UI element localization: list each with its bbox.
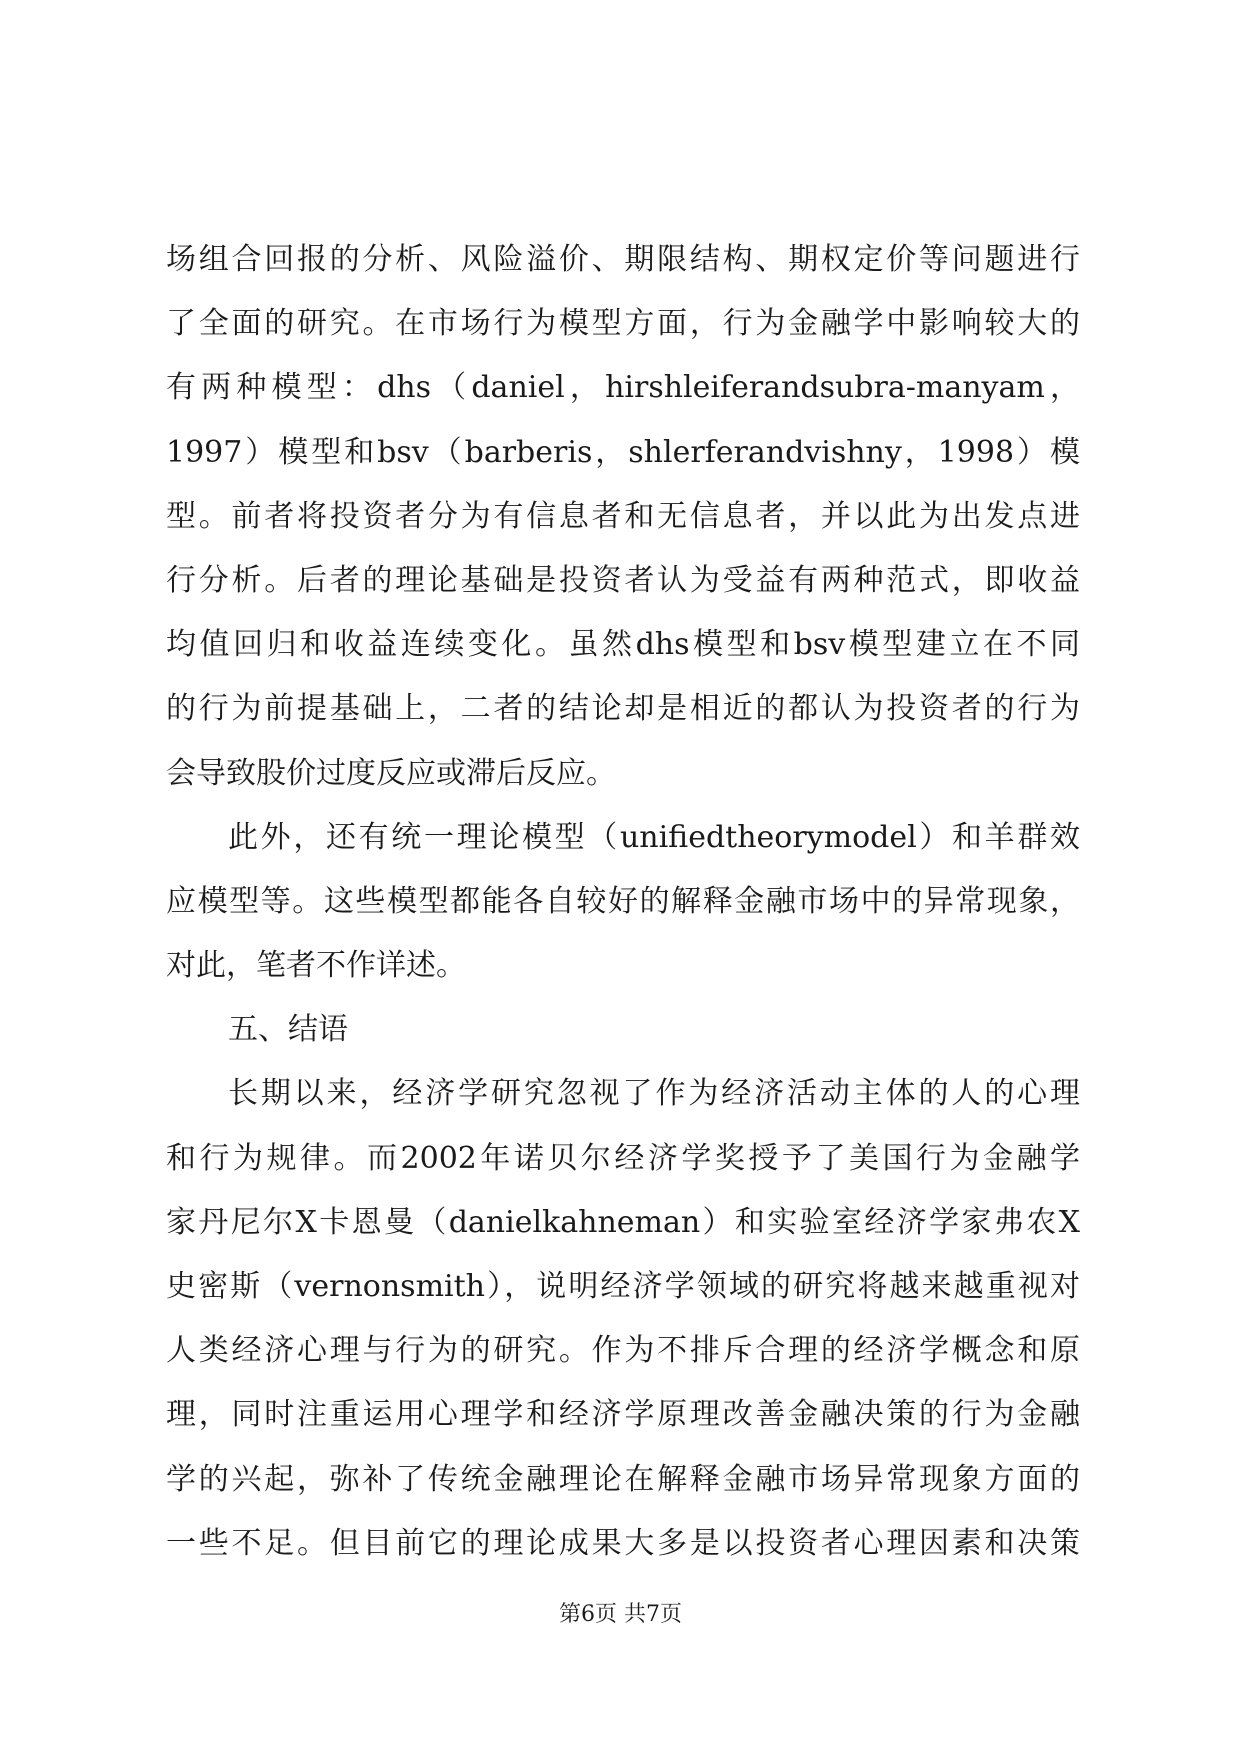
text-line: 理，同时注重运用心理学和经济学原理改善金融决策的行为金融 bbox=[166, 1397, 1080, 1433]
text-line: 型。前者将投资者分为有信息者和无信息者，并以此为出发点进 bbox=[166, 498, 1080, 534]
section-heading-conclusion bbox=[166, 998, 1080, 1062]
paragraph-models bbox=[166, 228, 1080, 806]
text-line: 长期以来，经济学研究忽视了作为经济活动主体的人的心理 bbox=[228, 1076, 1080, 1112]
paragraph-conclusion bbox=[166, 1062, 1080, 1576]
text-line: 应模型等。这些模型都能各自较好的解释金融市场中的异常现象， bbox=[166, 883, 1080, 919]
text-line: 家丹尼尔X卡恩曼（danielkahneman）和实验室经济学家弗农X bbox=[166, 1204, 1080, 1240]
text-line: 史密斯（vernonsmith），说明经济学领域的研究将越来越重视对 bbox=[166, 1269, 1080, 1304]
text-line: 对此，笔者不作详述。 bbox=[166, 948, 466, 984]
text-line: 均值回归和收益连续变化。虽然dhs模型和bsv模型建立在不同 bbox=[166, 627, 1080, 663]
text-line: 学的兴起，弥补了传统金融理论在解释金融市场异常现象方面的 bbox=[166, 1461, 1080, 1497]
text-line: 会导致股价过度反应或滞后反应。 bbox=[166, 755, 616, 791]
text-line: 1997）模型和bsv（barberis，shlerferandvishny，1998）模 bbox=[166, 434, 1080, 470]
text-line: 一些不足。但目前它的理论成果大多是以投资者心理因素和决策 bbox=[166, 1525, 1080, 1561]
page-footer bbox=[0, 1600, 1241, 1630]
text-line: 和行为规律。而2002年诺贝尔经济学奖授予了美国行为金融学 bbox=[166, 1140, 1080, 1176]
section-heading: 五、结语 bbox=[228, 1012, 348, 1048]
paragraph-other-models bbox=[166, 806, 1080, 999]
text-line: 有两种模型：dhs（daniel，hirshleiferandsubra-manyam， bbox=[166, 370, 1080, 406]
text-line: 行分析。后者的理论基础是投资者认为受益有两种范式，即收益 bbox=[166, 562, 1080, 598]
text-line: 人类经济心理与行为的研究。作为不排斥合理的经济学概念和原 bbox=[166, 1333, 1080, 1369]
page-number-label: 第6页 共7页 bbox=[559, 1602, 682, 1627]
document-body bbox=[166, 228, 1080, 1576]
text-line: 场组合回报的分析、风险溢价、期限结构、期权定价等问题进行 bbox=[166, 242, 1080, 277]
text-line: 了全面的研究。在市场行为模型方面，行为金融学中影响较大的 bbox=[166, 306, 1080, 342]
text-line: 的行为前提基础上，二者的结论却是相近的都认为投资者的行为 bbox=[166, 691, 1080, 727]
text-line: 此外，还有统一理论模型（unifiedtheorymodel）和羊群效 bbox=[228, 819, 1080, 855]
